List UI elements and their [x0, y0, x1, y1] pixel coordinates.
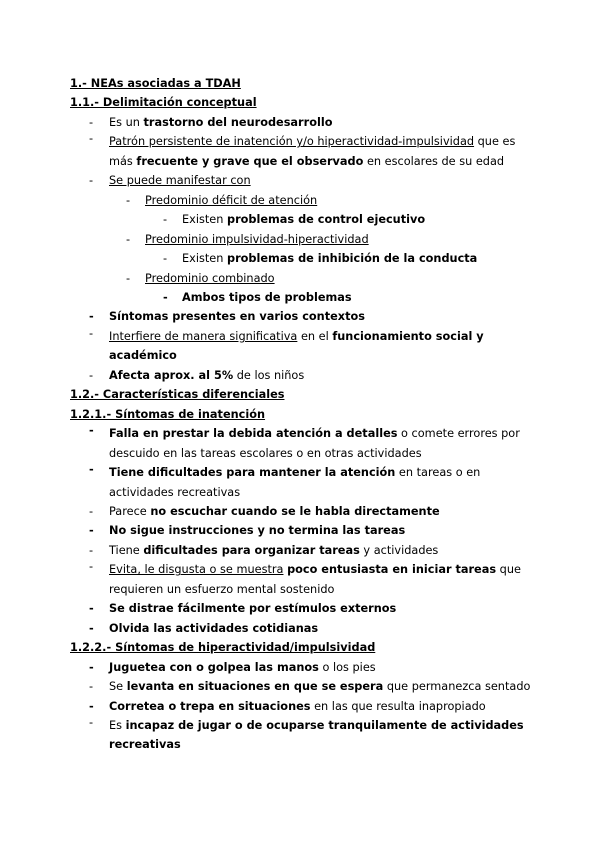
bullet-dash: -: [89, 115, 94, 129]
list-item: - Es incapaz de jugar o de ocuparse tranquilamente de actividades recreativas: [89, 715, 524, 752]
bullet-dash: -: [163, 290, 168, 304]
bullet-dash: -: [89, 524, 94, 538]
list-item: - Juguetea con o golpea las manos o los pies: [70, 658, 532, 677]
bullet-dash: -: [89, 680, 94, 694]
heading-1-2-1: 1.2.1.- Síntomas de inatención: [70, 407, 266, 421]
bullet-dash: -: [126, 271, 131, 285]
list-item: - No sigue instrucciones y no termina las tareas: [70, 521, 532, 540]
list-item: - Existen problemas de inhibición de la conducta: [70, 249, 532, 268]
bullet-dash: -: [89, 699, 94, 713]
bullet-dash: -: [89, 560, 94, 574]
bullet-dash: -: [89, 463, 94, 477]
bullet-dash: -: [89, 660, 94, 674]
list-item: - Predominio déficit de atención: [70, 191, 532, 210]
list-item: - Se distrae fácilmente por estímulos externos: [70, 599, 532, 618]
list-item: - Corretea o trepa en situaciones en las que resulta inapropiado: [70, 697, 532, 716]
heading-1: 1.- NEAs asociadas a TDAH: [70, 77, 241, 90]
bullet-dash: -: [163, 252, 168, 266]
list-item: - Se puede manifestar con: [70, 171, 532, 190]
list-item: - Ambos tipos de problemas: [70, 288, 532, 307]
bullet-dash: -: [126, 232, 131, 246]
list-item: - Parece no escuchar cuando se le habla directamente: [70, 502, 532, 521]
document-body: [70, 74, 532, 755]
bullet-dash: -: [89, 132, 94, 146]
list-item: - Síntomas presentes en varios contextos: [70, 307, 532, 326]
bullet-dash: -: [89, 368, 94, 382]
bullet-dash: -: [89, 543, 94, 557]
list-item: - Evita, le disgusta o se muestra poco entusiasta en iniciar tareas que requieren un esfuerzo mental sostenido: [89, 560, 521, 596]
list-item: - Es un trastorno del neurodesarrollo: [70, 113, 532, 132]
bullet-dash: -: [89, 310, 94, 324]
heading-1-2-2: 1.2.2.- Síntomas de hiperactividad/impulsividad: [70, 641, 376, 655]
list-item: - Olvida las actividades cotidianas: [70, 619, 532, 638]
bullet-dash: -: [126, 193, 131, 207]
list-item: - Falla en prestar la debida atención a detalles o comete errores por descuido en las tareas escolares o en otras actividades: [89, 424, 520, 460]
heading-1-2: 1.2.- Características diferenciales: [70, 388, 285, 402]
bullet-dash: -: [89, 602, 94, 616]
heading-1-1: 1.1.- Delimitación conceptual: [70, 96, 257, 110]
bullet-dash: -: [89, 174, 94, 188]
list-item: - Afecta aprox. al 5% de los niños: [70, 366, 532, 385]
list-item: - Predominio impulsividad-hiperactividad: [70, 230, 532, 249]
bullet-dash: -: [89, 326, 94, 340]
bullet-dash: -: [163, 213, 168, 227]
bullet-dash: -: [89, 715, 94, 729]
bullet-dash: -: [89, 504, 94, 518]
bullet-dash: -: [89, 621, 94, 635]
list-item: - Se levanta en situaciones en que se espera que permanezca sentado: [70, 677, 532, 696]
list-item: - Patrón persistente de inatención y/o hiperactividad-impulsividad que es más frecuente y grave que el observado en escolares de su edad: [89, 132, 516, 168]
bullet-dash: -: [89, 424, 94, 438]
list-item: - Interfiere de manera significativa en el funcionamiento social y académico: [89, 326, 484, 363]
list-item: - Existen problemas de control ejecutivo: [70, 210, 532, 229]
list-item: - Predominio combinado: [70, 269, 532, 288]
list-item: - Tiene dificultades para organizar tareas y actividades: [70, 541, 532, 560]
list-item: - Tiene dificultades para mantener la atención en tareas o en actividades recreativas: [89, 463, 481, 499]
